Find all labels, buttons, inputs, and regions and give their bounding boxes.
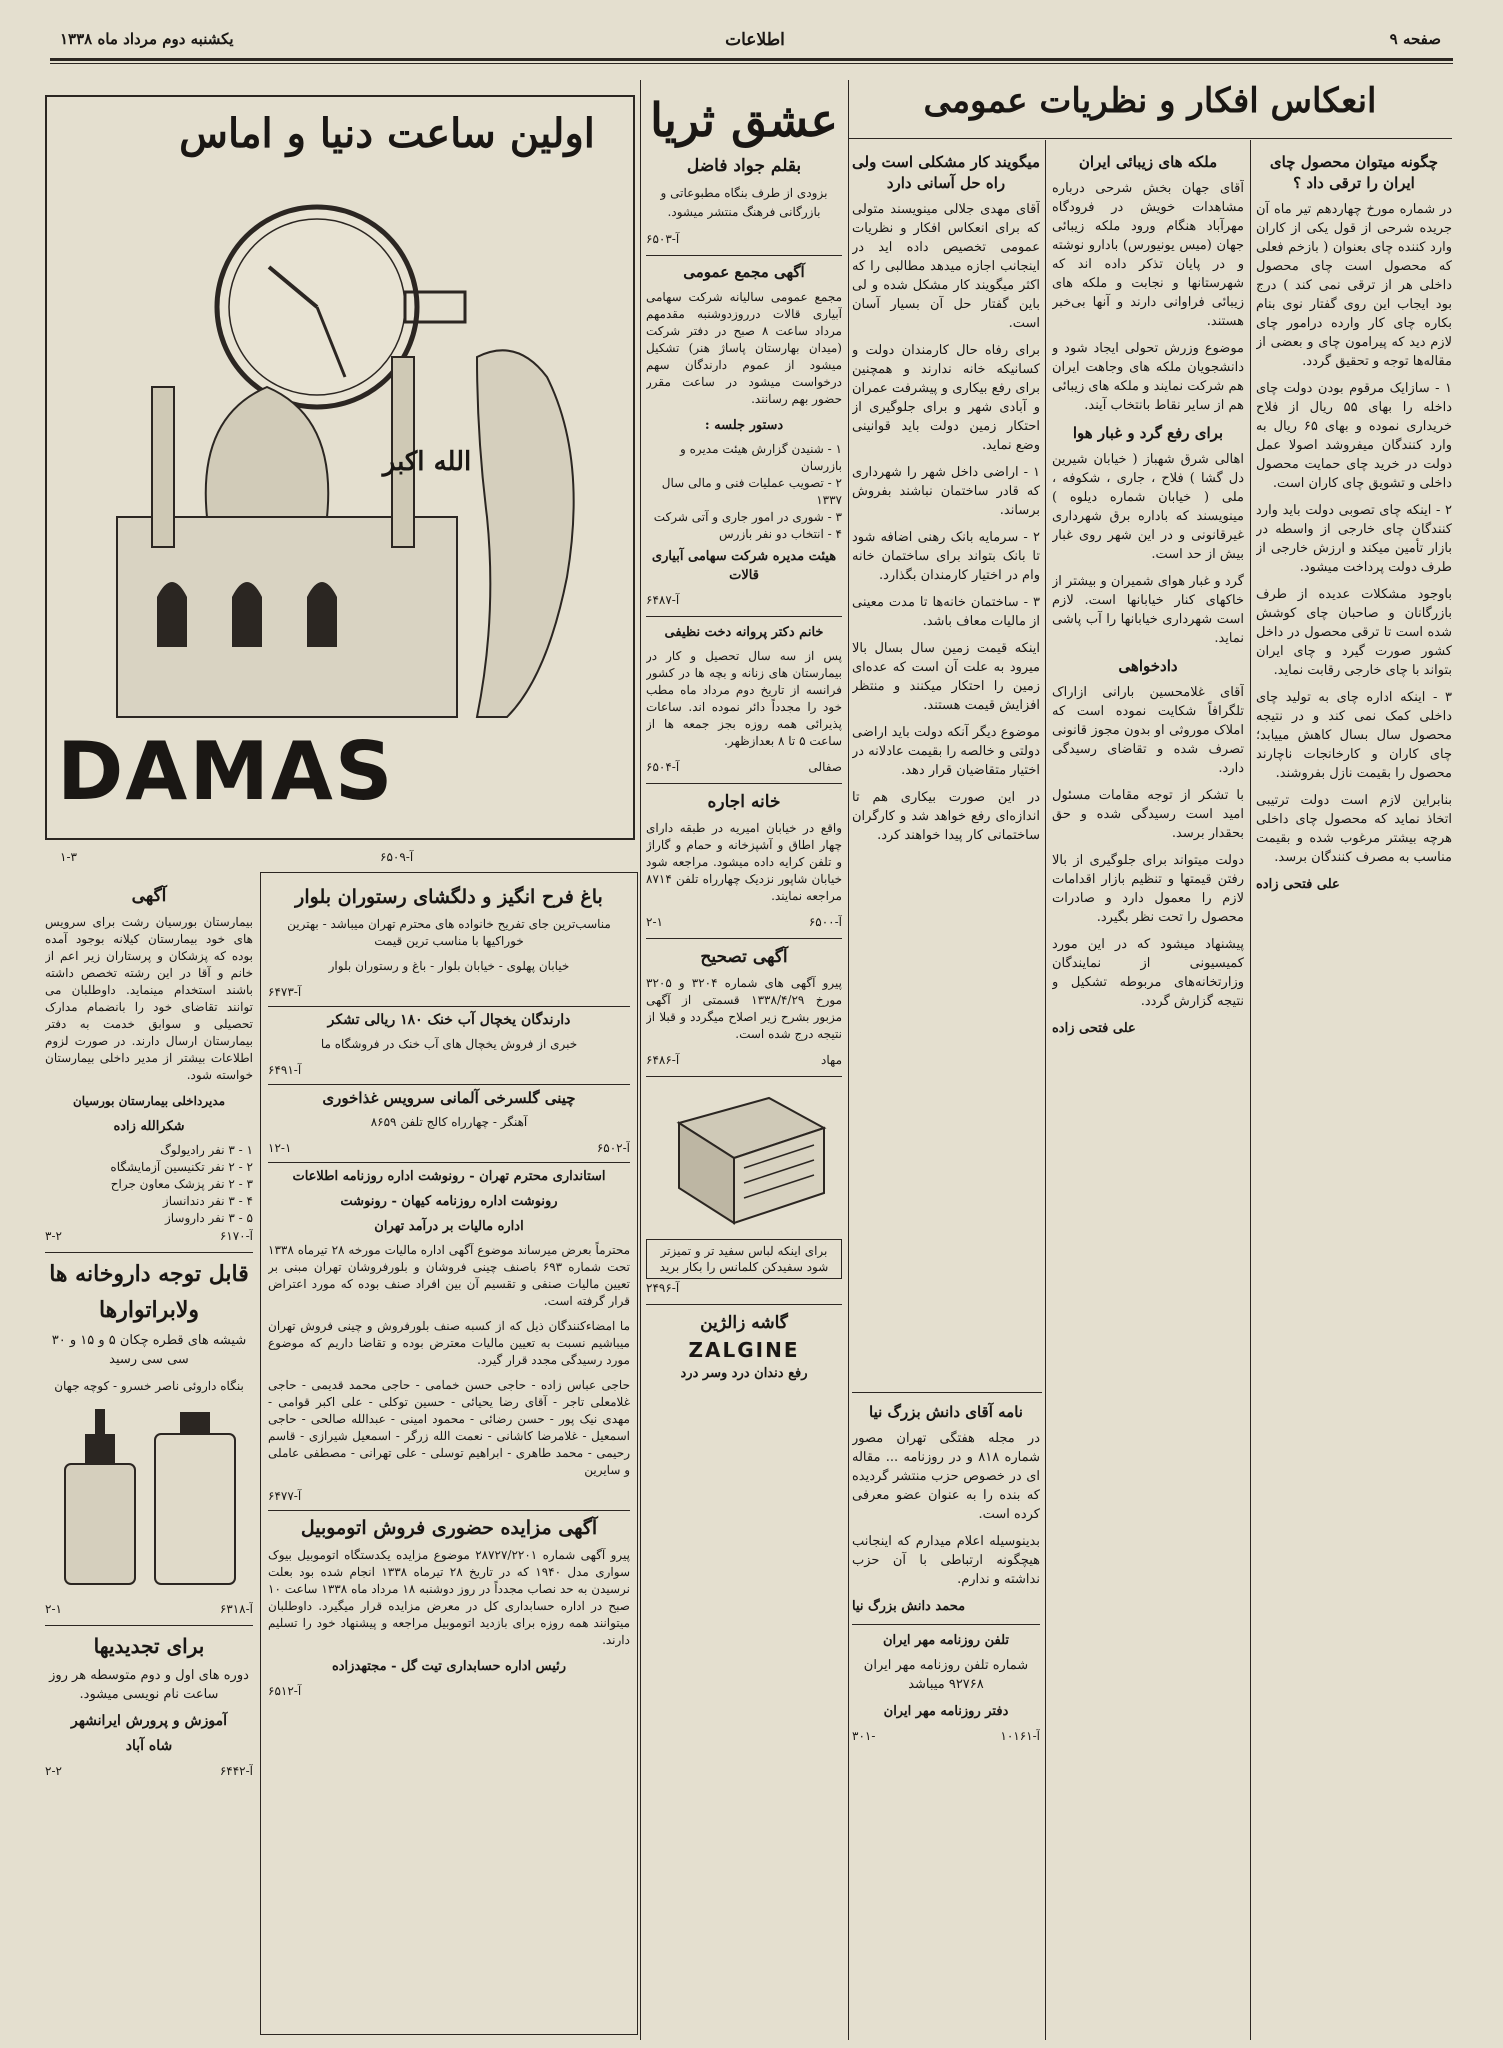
zalgine-tagline: رفع دندان درد وسر درد [680, 1366, 808, 1381]
ad-title: باغ فرح انگیز و دلگشای رستوران بلوار [295, 886, 603, 908]
ad-subtitle: اداره مالیات بر درآمد تهران [374, 1219, 524, 1234]
ad-signer: هیئت مدیره شرکت سهامی آبیاری قالات [651, 549, 837, 583]
agenda-item: ۱ - شنیدن گزارش هیئت مدیره و بازرسان [679, 442, 842, 473]
article-title: میگویند کار مشکلی است ولی راه حل آسانی دارد [852, 153, 1040, 192]
serial-author: بقلم جواد فاضل [686, 156, 802, 176]
ad-code: آ-۲۴۹۶ [646, 1281, 680, 1295]
paragraph: در شماره مورخ چهاردهم تیر ماه آن جریده شرحی از قول یکی از کاران وارد کننده چای بعنوان ( بازخم فعلی که محصول است چای محصول داخلی هر از ترقی نمی کند ) درج بود ایجاب این روی گفتار نوی بنام بکاره چای کار وارده درامور چای لازم دید که پیرامون چای و بعضی از مقاله‌ها توجه و تحقیق گردد. [1256, 202, 1452, 369]
ad-body: مناسب‌ترین جای تفریح خانواده های محترم تهران میباشد - بهترین خوراکیها با مناسب ترین قیمت [287, 917, 611, 948]
ad-code: آ-۱۰۱۶۱ [1000, 1729, 1040, 1743]
ad-body: مجمع عمومی سالیانه شرکت سهامی آبیاری قالات درروزدوشنبه مقدمهم مرداد ساعت ۸ صبح در دفتر شرکت (میدان بهارستان پاساژ هنر) تشکیل میشود از عموم دارندگان سهم درخواست میشود در ساعت مقرر حضور بهم رسانند. [646, 290, 842, 406]
divider [268, 1084, 630, 1085]
paragraph: ۳ - ساختمان خانه‌ها تا مدت معینی از مالیات معاف باشد. [852, 595, 1040, 629]
signature: علی فتحی زاده [1052, 1021, 1136, 1036]
ad-code: آ-۶۵۰۲ [596, 1141, 630, 1155]
tel-footer: دفتر روزنامه مهر ایران [883, 1704, 1009, 1719]
article-title: چگونه میتوان محصول چای ایران را ترقی داد ؟ [1269, 153, 1439, 192]
tel-body: شماره تلفن روزنامه مهر ایران ۹۲۷۶۸ میباشد [863, 1658, 1029, 1692]
list-item: ۱ - ۳ نفر رادیولوگ [160, 1143, 253, 1157]
paper-name: اطلاعات [725, 30, 785, 50]
ad-code: ۲-۱ [45, 1602, 62, 1616]
left-ads-column [45, 880, 253, 2035]
watch-mosque-illustration [47, 157, 633, 757]
paragraph: آقای غلامحسین بارانی ازاراک تلگرافاً شکایت نموده است که املاک موروثی او بدون مجوز قانونی تصرف شده و تقاضای رسیدگی دارد. [1052, 685, 1244, 776]
list-item: ۴ - ۳ نفر دندانساز [162, 1194, 253, 1208]
ad-address: شاه آباد [125, 1738, 173, 1754]
ad-title: آگهی مجمع عمومی [683, 263, 805, 281]
paragraph: بدینوسیله اعلام میدارم که اینجانب هیچگونه ارتباطی با آن حزب نداشته و ندارم. [852, 1534, 1040, 1587]
list-item: ۲ - ۲ نفر تکنیسین آزمایشگاه [110, 1160, 253, 1174]
paragraph: ۱ - سازایک مرقوم بودن دولت چای داخله را بهای ۵۵ ریال از فلاح خریداری نموده و بهای ۶۵ ریال به وارد کنندگان میفروشد اصولا عمل دولت در خرید چای حمایت محصول داخلی و تشویق چای کاران است. [1256, 381, 1452, 491]
divider [646, 1304, 842, 1305]
ad-school: آموزش و پرورش ایرانشهر [70, 1713, 228, 1729]
ad-code: ۳-۲ [45, 1229, 62, 1243]
ad-body: دوره های اول و دوم متوسطه هر روز ساعت نام نویسی میشود. [49, 1668, 249, 1702]
paragraph: در مجله هفتگی تهران مصور شماره ۸۱۸ و در روزنامه ... مقاله ای در خصوص حزب منتشر گردیده که بنده را به عنوان عضو معرفی کرده است. [852, 1431, 1040, 1522]
ad-body: پیرو آگهی شماره ۲۸۷۲۷/۲۲۰۱ موضوع مزایده یکدستگاه اتوموبیل بیوک سواری مدل ۱۹۴۰ که در تاریخ ۲۸ تیرماه ۱۳۳۸ انجام شده بود بعلت نرسیدن به حد نصاب مجدداً در روز دوشنبه ۱۸ مرداد ماه ۱۳۳۸ ساعت ۱۰ صبح در اداره حسابداری کل در معرض مزایده قرار میگیرد. داوطلبان میتوانند همه روزه برای بازدید اتوموبیل مراجعه و پیشنهاد خود را تسلیم دارند. [268, 1548, 630, 1647]
ad-code: ۱۲-۱ [268, 1141, 292, 1155]
paragraph: دولت میتواند برای جلوگیری از بالا رفتن قیمتها و تنظیم بازار اقدامات لازم را معمول دارد و صادرات محصول را تحت نظر بگیرد. [1052, 853, 1244, 925]
ads-column [646, 90, 842, 2040]
paragraph: باوجود مشکلات عدیده از طرف بازرگانان و صاحبان چای کوشش شده است تا ترقی محصول در داخل کشور صورت گیرد و چای ایران بتواند با چای خارجی رقابت نماید. [1256, 587, 1452, 678]
main-headline: انعکاس افکار و نظریات عمومی [923, 81, 1377, 121]
ad-code: آ-۶۴۹۱ [268, 1063, 302, 1077]
ad-body: شیشه های قطره چکان ۵ و ۱۵ و ۳۰ سی سی رسید [51, 1333, 247, 1367]
ad-title: برای تجدیدیها [93, 1634, 205, 1658]
paragraph: اینکه قیمت زمین سال بسال بالا میرود به علت آن است که عده‌ای زمین را احتکار میکنند و منتظر افزایش قیمت هستند. [852, 641, 1040, 713]
ad-signer: رئیس اداره حسابداری تیت گل - مجتهدزاده [331, 1659, 567, 1674]
agenda-title: دستور جلسه : [704, 418, 784, 433]
ad-title: آگهی [131, 886, 167, 906]
ad-code: آ-۶۴۸۶ [646, 1053, 680, 1067]
paragraph: ۲ - سرمایه بانک رهنی اضافه شود تا بانک بتواند برای ساختمان خانه وام در اختیار کارمندان بگذارد. [852, 530, 1040, 583]
paragraph: گرد و غبار هوای شمیران و بیشتر از خاکهای کنار خیابانها است. لازم است شهرداری خیابانها را آب پاشی نماید. [1052, 574, 1244, 646]
ad-code: آ-۶۱۷۰ [219, 1229, 253, 1243]
article-letter [852, 1398, 1040, 1898]
ad-title: آگهی تصحیح [700, 947, 788, 967]
paragraph: در این صورت بیکاری هم تا اندازه‌ای رفع خواهد شد و کارگران ساختمانی کار پیدا خواهند کرد. [852, 790, 1040, 843]
divider [646, 938, 842, 939]
paragraph: با تشکر از توجه مقامات مسئول امید است رسیدگی شده و حق بحقدار برسد. [1052, 788, 1244, 841]
divider [268, 1510, 630, 1511]
ad-code: آ-۶۵۱۲ [268, 1684, 302, 1698]
article-tea [1256, 148, 1452, 2038]
page-number: صفحه ۹ [1389, 30, 1441, 48]
ad-title: گاشه زالژین [700, 1313, 788, 1333]
ad-code: ۳۰۱- [852, 1729, 876, 1743]
masthead-rule-thin [50, 63, 1453, 64]
date-line: یکشنبه دوم مرداد ماه ۱۳۳۸ [60, 30, 234, 48]
ad-code: ۲-۱ [646, 915, 663, 929]
column-rule [640, 80, 641, 2040]
ad-code: آ-۶۴۸۷ [646, 593, 680, 607]
serial-title: عشق ثریا [650, 93, 838, 147]
article-title: ملکه های زیبائی ایران [1078, 153, 1218, 171]
divider [45, 1252, 253, 1253]
damas-headline: اولین ساعت دنیا و اماس [179, 110, 595, 157]
ad-body: آهنگر - چهارراه کالج تلفن ۸۶۵۹ [370, 1115, 528, 1129]
divider [852, 1624, 1040, 1625]
serial-note: بزودی از طرف بنگاه مطبوعاتی و بازرگانی فرهنگ منتشر میشود. [660, 186, 828, 219]
masthead-rule [50, 58, 1453, 61]
article-title: نامه آقای دانش بزرگ نیا [869, 1403, 1023, 1421]
column-rule [1250, 140, 1251, 2040]
damas-brand: DAMAS [57, 725, 395, 818]
paragraph: آقای جهان بخش شرحی درباره مشاهدات خویش در فرودگاه مهرآباد هنگام ورود ملکه زیبائی جهان (میس یونیورس) بادارو نوشته و در پایان تذکر داده اند که شهرستانها و نجابت و ملکه های زیبائی فراوانی دارند و آنها بی‌خبر هستند. [1052, 181, 1244, 329]
headline-rule [848, 138, 1452, 139]
ads-block-content [268, 880, 630, 2030]
zalgine-brand: ZALGINE [688, 1338, 800, 1362]
ad-title: رونوشت اداره روزنامه کیهان - رونوشت [340, 1194, 558, 1209]
ad-code: آ-۶۵۰۹ [380, 850, 414, 864]
article-title: برای رفع گرد و غبار هوا [1072, 424, 1224, 442]
divider [646, 255, 842, 256]
divider [852, 1392, 1042, 1393]
divider [45, 1625, 253, 1626]
ad-title: خانم دکتر پروانه دخت نظیفی [664, 625, 824, 640]
ad-signer: مهاد [821, 1053, 842, 1067]
agenda-item: ۳ - شوری در امور جاری و آتی شرکت [653, 510, 842, 524]
paragraph: موضوع دیگر آنکه دولت باید اراضی دولتی و خالصه را بقیمت عادلانه در اختیار متقاضیان قرار دهد. [852, 725, 1040, 778]
ad-address: بنگاه داروئی ناصر خسرو - کوچه جهان [54, 1379, 244, 1393]
ad-code: آ-۶۵۰۴ [646, 760, 680, 774]
divider [646, 616, 842, 617]
divider [268, 1162, 630, 1163]
paragraph: موضوع وزرش تحولی ایجاد شود و دانشجویان ملکه های وجاهت ایران هم شرکت نمایند و ملکه های زیبائی هم از سایر نقاط بانتخاب آیند. [1052, 341, 1244, 413]
ad-body: پس از سه سال تحصیل و کار در بیمارستان های زنانه و بچه ها در کشور فرانسه از تاریخ دوم مرداد ماه مطب خود را مجدداً دائر نموده اند. ساعات پذیرائی همه روزه بجز جمعه ها از ساعت ۵ تا ۸ بعدازظهر. [646, 649, 842, 748]
ad-signer: مدیرداخلی بیمارستان بورسیان [72, 1094, 226, 1108]
agenda-item: ۴ - انتخاب دو نفر بازرس [719, 527, 842, 541]
signature: علی فتحی زاده [1256, 877, 1340, 892]
ad-code: آ-۶۵۰۳ [646, 232, 680, 246]
column-rule [848, 80, 849, 2040]
article-title: دادخواهی [1118, 657, 1178, 675]
ad-code: ۲-۲ [45, 1764, 62, 1778]
ad-title: آگهی مزایده حضوری فروش اتوموبیل [300, 1517, 598, 1539]
ad-code: آ-۶۵۰۰ [808, 915, 842, 929]
paragraph: ۲ - اینکه چای تصوبی دولت باید وارد کنندگان چای خارجی از واسطه در بازار تأمین میکند و ارزش خارجی از طرف دولت پرداخت میشود. [1256, 503, 1452, 575]
agenda-item: ۲ - تصویب عملیات فنی و مالی سال ۱۳۳۷ [661, 476, 842, 507]
ad-code: آ-۶۴۷۳ [268, 985, 302, 999]
ad-title: چینی گلسرخی آلمانی سرویس غذاخوری [322, 1089, 576, 1107]
ad-code: آ-۶۴۷۷ [268, 1489, 302, 1503]
paragraph: بنابراین لازم است دولت ترتیبی اتخاذ نماید که محصول چای داخلی هرچه بیشتر مرغوب شده و بقیمت مناسب به مصرف کنندگان برسد. [1256, 793, 1452, 865]
damas-watch-ad [45, 95, 635, 840]
allahu-akbar-text: الله اکبر [382, 447, 472, 477]
paragraph: برای رفاه حال کارمندان دولت و کسانیکه خانه ندارند و همچنین برای رفع بیکاری و پیشرفت عمران و آبادی شهر و برای جلوگیری از احتکار زمین دولت باید قوانینی وضع نماید. [852, 343, 1040, 453]
ad-body: ما امضاءکنندگان ذیل که از کسبه صنف بلورفروش و چینی فروش تهران میباشیم نسبت به تعیین مالیات معترض بوده و تقاضا داریم که موضوع مورد رسیدگی مجدد قرار گیرد. [268, 1319, 630, 1367]
ad-body: محترماً بعرض میرساند موضوع آگهی اداره مالیات مورخه ۲۸ تیرماه ۱۳۳۸ تحت شماره ۶۹۳ باصنف چینی فروشان و بلورفروشان تهران مبنی بر تعیین مالیات صنفی و تقسیم آن بین افراد صنف بوده که مورد اعتراض قرار گرفته است. [268, 1243, 630, 1308]
ad-title: خانه اجاره [707, 792, 781, 812]
ad-code: آ-۶۳۱۸ [219, 1602, 253, 1616]
ad-address: صفالی [808, 760, 842, 774]
tel-title: تلفن روزنامه مهر ایران [882, 1633, 1009, 1648]
column-rule [1045, 140, 1046, 2040]
paragraph: آقای مهدی جلالی مینویسند متولی که برای انعکاس افکار و نظریات عمومی تخصیص داده اید در اینجانب اجازه میدهد مطالبی را که اکثر میگویند کار مشکل شده و لی باین گفتار حل آن بسیار آسان است. [852, 202, 1040, 331]
ad-title: قابل توجه داروخانه ها [49, 1261, 249, 1287]
paragraph: ۳ - اینکه اداره چای به تولید چای داخلی کمک نمی کند و در نتیجه محصول سال بسال کاهش مییابد؛ چای کاران و کارخانجات ناچارند محصول را بقیمت نازل بفروشند. [1256, 690, 1452, 781]
ad-body: واقع در خیابان امیریه در طبقه دارای چهار اطاق و آشپزخانه و حمام و گاراژ و تلفن کرایه داده میشود. مراجعه شود خیابان شاپور نزدیک چهارراه تلفن ۸۷۱۴ مراجعه نمایند. [646, 821, 842, 903]
ad-code: آ-۶۴۴۲ [219, 1764, 253, 1778]
ad-title: ولابراتوارها [98, 1297, 200, 1323]
signature: محمد دانش بزرگ نیا [852, 1599, 966, 1614]
box-caption: برای اینکه لباس سفید تر و تمیزتر شود سفیدکن کلمانس را بکار برید [646, 1239, 842, 1279]
ad-body: حاجی عباس زاده - حاجی حسن خمامی - حاجی محمد قدیمی - حاجی غلامعلی تاجر - آقای رضا یحیائی - حسین توکلی - علی اکبر قوامی - مهدی نیک پور - حسن رضائی - محمود امینی - عبدالله صالحی - حاجی اسمعیل - غلامرضا کاشانی - نعمت الله زرگر - اسمعیل شیرازی - قاسم رحیمی - محمد طاهری - ابراهیم توسلی - علی تهرانی - مصطفی عاملی و سایرین [268, 1378, 630, 1477]
dropper-bottles-illustration [45, 1404, 253, 1594]
ad-signer: شکرالله زاده [113, 1119, 185, 1134]
ad-body: بیمارستان بورسیان رشت برای سرویس های خود بیمارستان کیلانه بوجود آمده بوده که پزشکان و پرستاران زیر اعم از خانم و آقا در این رشته تخصص داشته باشند استخدام مینماید. داوطلبان می توانند تقاضای خود را بانضمام مدارک تحصیلی و سوابق خدمت به دفتر بیمارستان ارسال دارند. در صورت لزوم اطلاعات بیشتر از مدیر داخلی بیمارستان خواسته شود. [45, 915, 253, 1082]
ad-title: دارندگان یخچال آب خنک ۱۸۰ ریالی تشکر [327, 1012, 571, 1028]
ad-code: ۱-۳ [60, 850, 77, 864]
article-beauty [1052, 148, 1244, 2038]
ad-address: خیابان پهلوی - خیابان بلوار - باغ و رستوران بلوار [328, 959, 570, 973]
divider [268, 1006, 630, 1007]
divider [646, 1076, 842, 1077]
list-item: ۳ - ۲ نفر پزشک معاون جراح [110, 1177, 253, 1191]
article-housing [852, 148, 1040, 1388]
paragraph: اهالی شرق شهباز ( خیابان شیرین دل گشا ) فلاح ، جاری ، شکوفه ، ملی ( خیابان شماره دیلوه ) مینویسند که باداره برق شهرداری غیرقانونی و در این شهر روی غبار بیش از حد است. [1052, 452, 1244, 562]
paragraph: ۱ - اراضی داخل شهر را شهرداری که قادر ساختمان نباشند بفروش برساند. [852, 465, 1040, 518]
detergent-box-illustration [649, 1083, 839, 1233]
ad-body: پیرو آگهی های شماره ۳۲۰۴ و ۳۲۰۵ مورخ ۱۳۳۸/۴/۲۹ قسمتی از آگهی مزبور بشرح زیر اصلاح میگردد و قبلا از نتیجه درج شده است. [646, 976, 842, 1041]
divider [646, 783, 842, 784]
list-item: ۵ - ۳ نفر داروساز [164, 1211, 253, 1225]
paragraph: پیشنهاد میشود که در این مورد کمیسیونی از نمایندگان وزارتخانه‌های مربوطه تشکیل و نتیجه گزارش گردد. [1052, 937, 1244, 1009]
ad-title: استانداری محترم تهران - رونوشت اداره روزنامه اطلاعات [292, 1169, 606, 1184]
ad-body: خبری از فروش یخچال های آب خنک در فروشگاه ما [320, 1037, 578, 1051]
